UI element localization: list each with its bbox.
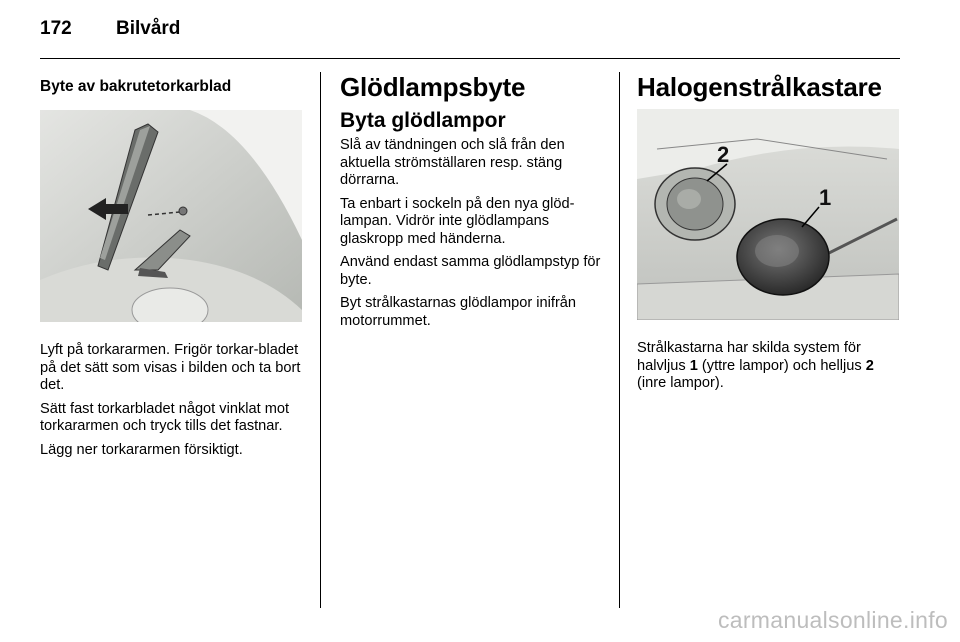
halogen-text-c: (yttre lampor) och helljus [697,357,866,374]
bulb-step-3: Använd endast samma glödlampstyp för byte. [340,254,601,288]
headlamp-illustration [637,109,899,320]
bulb-step-1: Slå av tändningen och slå från den aktuella strömställaren resp. stäng dörrarna. [340,137,565,188]
page-number: 172 [40,18,72,39]
watermark: carmanualsonline.info [717,607,948,633]
halogen-title: Halogenstrålkastare [637,72,882,102]
column-halogen [637,72,903,399]
wiper-step-3: Lägg ner torkararmen försiktigt. [40,441,243,458]
bulb-step-4: Byt strålkastarnas glödlampor inifrån motorrummet. [340,295,577,329]
section-title: Bilvård [116,18,181,39]
bulb-step-2: Ta enbart i sockeln på den nya glöd-lampan. Vidrör inte glödlampans glaskropp med händerna. [340,195,575,247]
halogen-text-e: (inre lampor). [637,375,724,391]
halogen-bold-2: 2 [865,357,874,374]
halogen-text-a: Strålkastarna har skilda system för halvljus [637,340,861,374]
bulb-change-title: Glödlampsbyte [340,72,526,102]
column-divider [320,72,321,608]
column-divider [619,72,620,608]
callout-2: 2 [717,142,730,167]
wiper-step-1: Lyft på torkararmen. Frigör torkar-bladet på det sätt som visas i bilden och ta bort det. [40,342,301,393]
halogen-bold-1: 1 [689,357,698,374]
callout-1: 1 [819,185,832,210]
wiper-step-2: Sätt fast torkarbladet något vinklat mot torkararmen och tryck tills det fastnar. [40,400,290,434]
wiper-blade-illustration [40,110,302,322]
bulb-change-subtitle: Byta glödlampor [340,109,506,132]
halogen-description [637,340,903,393]
column-bulb-change [340,72,602,336]
wiper-heading: Byte av bakrutetorkarblad [40,78,232,95]
header-rule [40,58,900,59]
page-header [40,18,180,40]
column-wiper [40,72,302,465]
